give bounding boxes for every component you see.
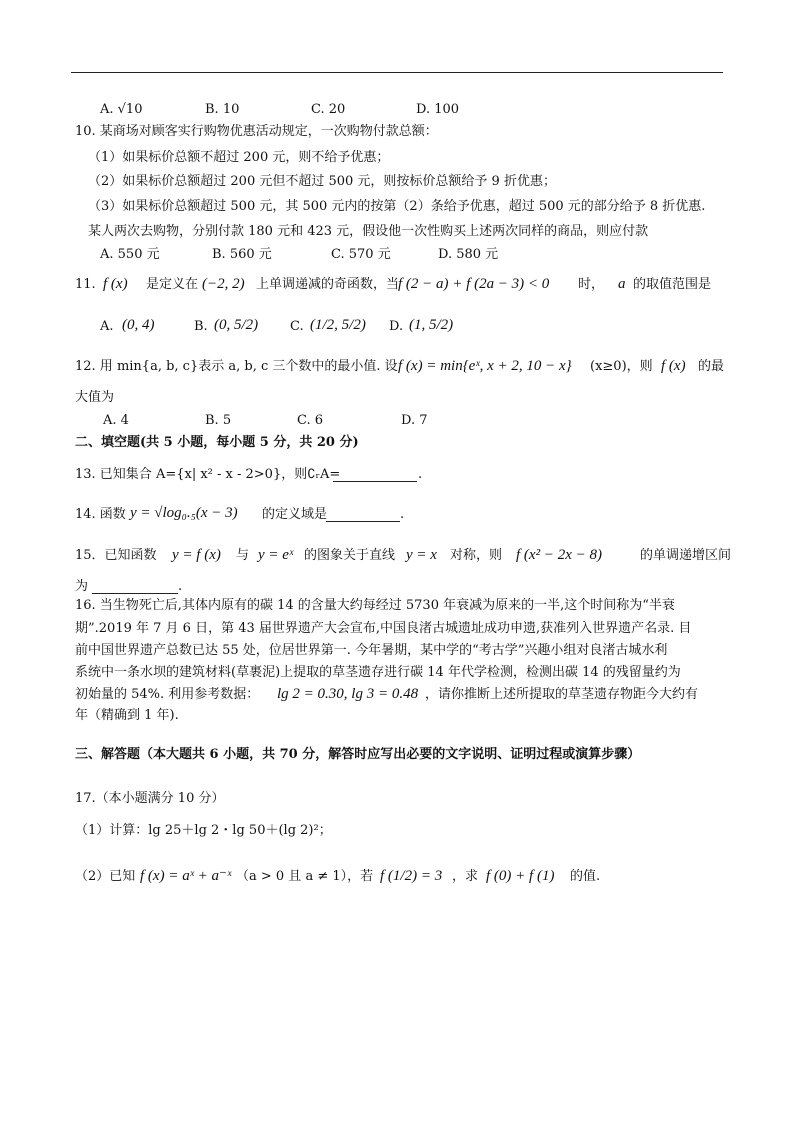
q10-option-d: D. 580 元 — [438, 247, 499, 262]
q13-period: . — [418, 467, 423, 482]
q11-option-c: (1/2, 5/2) — [310, 317, 366, 333]
q15-text-5: 的单调递增区间 — [640, 548, 732, 563]
q10-option-a: A. 550 元 — [100, 247, 160, 262]
q9-option-b: B. 10 — [205, 102, 240, 117]
q12-text-1: 12. 用 min{a, b, c}表示 a, b, c 三个数中的最小值. 设 — [75, 359, 398, 374]
q11-option-a: (0, 4) — [122, 317, 155, 333]
q13-text: 13. 已知集合 A={x| x² - x - 2>0}，则∁ᵣA= — [75, 467, 341, 482]
q10-stem: 10. 某商场对顾客实行购物优惠活动规定，一次购物付款总额： — [75, 124, 438, 139]
q15-period: . — [178, 579, 183, 594]
q16-line-6: 年（精确到 1 年). — [75, 708, 179, 723]
q16-line-3: 前中国世界遗产总数已达 55 处，位居世界第一. 今年暑期，某中学的“考古学”兴趣小组对良渚古城水利 — [75, 643, 668, 658]
q11-option-c-label: C. — [290, 319, 304, 334]
q16-line-4: 系统中一条水坝的建筑材料(草裹泥)上提取的草茎遗存进行碳 14 年代学检测，检测出碳 14 的残留量约为 — [75, 665, 681, 680]
q11-text-1: 是定义在 — [146, 277, 199, 292]
q15-text-1: 15．已知函数 — [75, 548, 157, 563]
header-rule — [71, 72, 723, 73]
q15-f2: y = eˣ — [258, 547, 294, 563]
q16-line-5a: 初始量的 54%. 利用参考数据： — [75, 687, 260, 702]
q10-option-b: B. 560 元 — [212, 247, 272, 262]
q15-f4: f (x² − 2x − 8) — [516, 547, 602, 563]
q15-f3: y = x — [406, 547, 437, 563]
q12-option-d: D. 7 — [401, 413, 428, 428]
q17-part-2-text-b: （a > 0 且 a ≠ 1），若 — [236, 869, 374, 884]
q10-option-c: C. 570 元 — [331, 247, 391, 262]
q11-text-4: 的取值范围是 — [633, 277, 712, 292]
q12-option-c: C. 6 — [297, 413, 324, 428]
q15-text-3: 的图象关于直线 — [304, 548, 396, 563]
q17-heading: 17.（本小题满分 10 分） — [75, 791, 225, 806]
q17-formula-sum: f (0) + f (1) — [486, 868, 555, 884]
q11-text-3: 时， — [578, 277, 605, 292]
q12-fx: f (x) — [661, 358, 686, 374]
q12-option-b: B. 5 — [205, 413, 232, 428]
q11-inequality: f (2 − a) + f (2a − 3) < 0 — [398, 276, 550, 292]
q11-number: 11. — [75, 277, 96, 292]
q16-line-1: 16. 当生物死亡后,其体内原有的碳 14 的含量大约每经过 5730 年衰减为原来的一半,这个时间称为“半衰 — [75, 598, 675, 613]
q11-fx: f (x) — [103, 276, 128, 292]
q17-part-2-text-a: （2）已知 — [75, 869, 136, 884]
q14-text-2: 的定义域是 — [262, 507, 328, 522]
q10-condition-2: （2）如果标价总额超过 200 元但不超过 500 元，则按标价总额给予 9 折优惠； — [88, 174, 556, 189]
q10-condition-3: （3）如果标价总额超过 500 元，其 500 元内的按第（2）条给予优惠，超过 500 元的部分给予 8 折优惠. — [88, 199, 706, 214]
q15-answer-blank[interactable] — [92, 579, 178, 594]
q11-option-d-label: D. — [389, 319, 404, 334]
q11-var-a: a — [618, 276, 626, 292]
q15-f1: y = f (x) — [172, 547, 221, 563]
q11-text-2: 上单调递减的奇函数，当 — [256, 277, 400, 292]
q16-line-2: 期”.2019 年 7 月 6 日，第 43 届世界遗产大会宣布,中国良渚古城遗址成功申遗,获准列入世界遗产名录. 目 — [75, 621, 692, 636]
q12-option-a: A. 4 — [103, 413, 129, 428]
q16-reference-data: lg 2 = 0.30, lg 3 = 0.48 — [277, 686, 419, 702]
q14-period: . — [400, 507, 405, 522]
q17-part-2-text-c: ，求 — [452, 869, 479, 884]
q14-answer-blank[interactable] — [326, 507, 400, 522]
q12-text-3: 的最 — [698, 359, 725, 374]
q16-line-5b: ，请你推断上述所提取的草茎遗存物距今大约有 — [425, 687, 699, 702]
q9-option-d: D. 100 — [416, 102, 460, 117]
q17-part-2-text-d: 的值. — [570, 869, 601, 884]
q9-option-a: A. √10 — [100, 102, 143, 117]
q12-text-2: (x≥0)，则 — [590, 359, 653, 374]
q17-part-1: （1）计算：lg 25＋lg 2・lg 50＋(lg 2)²； — [75, 823, 332, 838]
q15-text-2: 与 — [236, 548, 250, 563]
q14-text-1: 14. 函数 — [75, 507, 126, 522]
q9-option-c: C. 20 — [311, 102, 346, 117]
q11-interval: (−2, 2) — [202, 276, 245, 292]
q12-text-4: 大值为 — [75, 390, 115, 405]
q10-condition-1: （1）如果标价总额不超过 200 元，则不给予优惠； — [88, 150, 390, 165]
q17-formula-f-half: f (1/2) = 3 — [380, 868, 443, 884]
q11-option-b-label: B. — [194, 319, 208, 334]
q15-text-6: 为 — [75, 579, 89, 594]
q12-formula: f (x) = min{eˣ, x + 2, 10 − x} — [398, 358, 572, 374]
q14-formula: y = √log₀.₅(x − 3) — [130, 505, 238, 521]
q11-option-b: (0, 5/2) — [214, 317, 259, 333]
q17-formula-fx: f (x) = aˣ + a⁻ˣ — [140, 868, 232, 884]
section-2-heading: 二、填空题(共 5 小题，每小题 5 分，共 20 分) — [75, 435, 359, 450]
q11-option-d: (1, 5/2) — [409, 317, 454, 333]
q15-text-4: 对称，则 — [450, 548, 503, 563]
q10-question: 某人两次去购物，分别付款 180 元和 423 元，假设他一次性购买上述两次同样的商品，则应付款 — [88, 224, 649, 239]
q11-option-a-label: A. — [100, 319, 114, 334]
q13-answer-blank[interactable] — [333, 467, 417, 482]
section-3-heading: 三、解答题（本大题共 6 小题，共 70 分，解答时应写出必要的文字说明、证明过程或演算步骤） — [75, 747, 641, 762]
